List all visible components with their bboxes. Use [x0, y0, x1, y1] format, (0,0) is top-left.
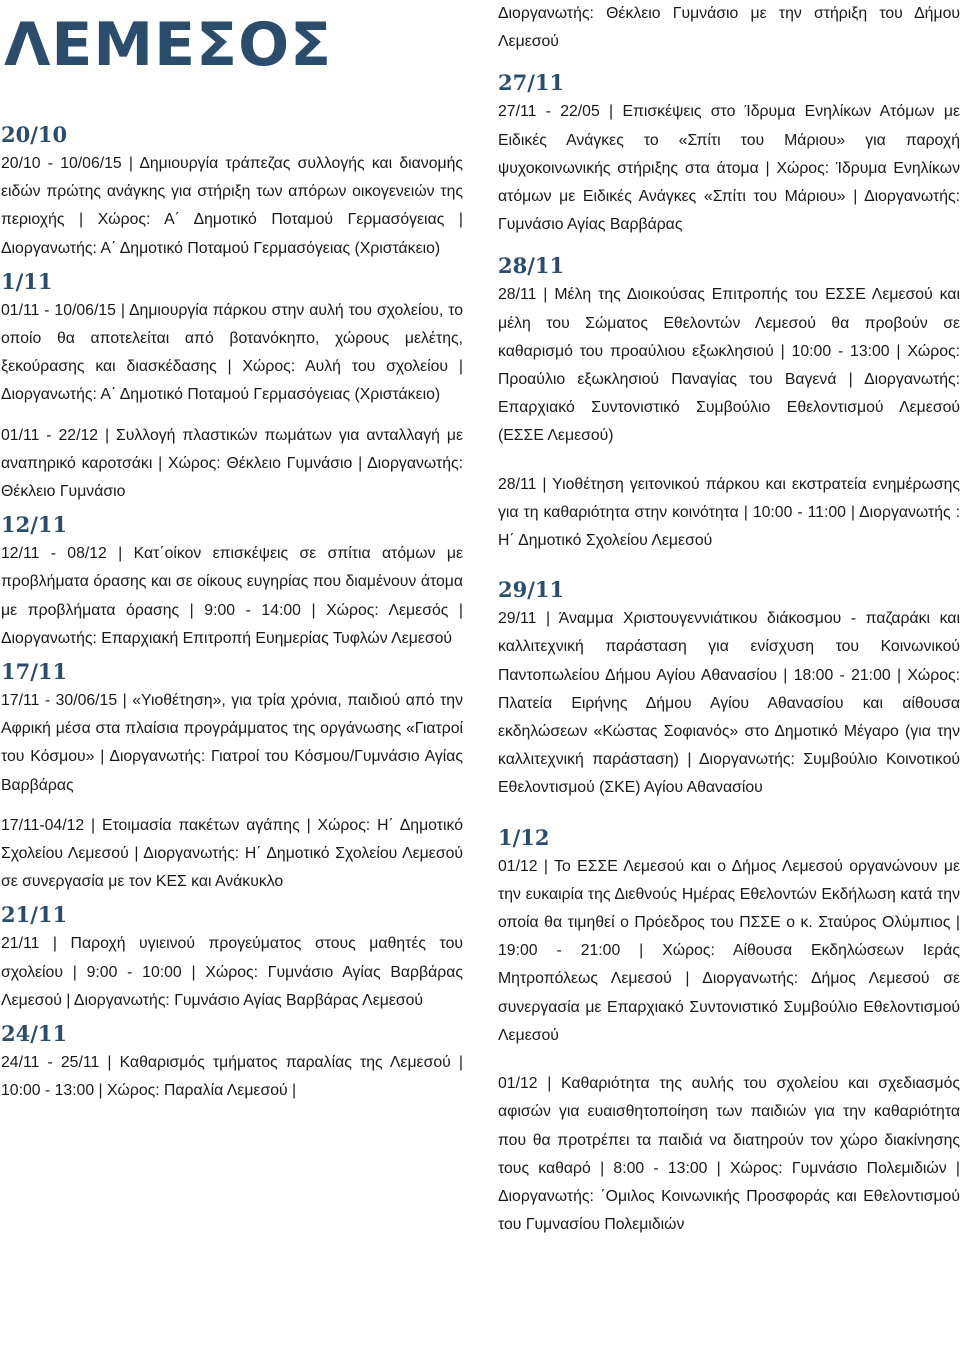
date-heading: 12/11	[1, 512, 68, 538]
event-entry-continuation: Διοργανωτής: Θέκλειο Γυμνάσιο με την στήριξη του Δήμου Λεμεσού	[498, 5, 960, 51]
date-heading: 29/11	[498, 577, 565, 603]
date-heading: 1/12	[498, 824, 550, 850]
event-entry: 20/10 - 10/06/15 | Δημιουργία τράπεζας συλλογής και διανομής ειδών πρώτης ανάγκης για στήριξη των απόρων οικογενειών της περιοχής | Χώρος: Α΄ Δημοτικό Ποταμού Γερμασόγειας | Διοργανωτής: Α΄ Δημοτικό Ποταμού Γερμασόγειας (Χριστάκειο)	[1, 155, 463, 257]
event-entry: 12/11 - 08/12 | Κατ΄οίκον επισκέψεις σε σπίτια ατόμων με προβλήματα όρασης και σε οίκους ευγηρίας που διαμένουν άτομα με προβλήματα όρασης | 9:00 - 14:00 | Χώρος: Λεμεσός | Διοργανωτής: Επαρχιακή Επιτροπή Ευημερίας Τυφλών Λεμεσού	[1, 545, 463, 647]
event-entry: 21/11 | Παροχή υγιεινού προγεύματος στους μαθητές του σχολείου | 9:00 - 10:00 | Χώρος: Γυμνάσιο Αγίας Βαρβάρας Λεμεσού | Διοργανωτής: Γυμνάσιο Αγίας Βαρβάρας Λεμεσού	[1, 935, 463, 1009]
event-entry: 24/11 - 25/11 | Καθαρισμός τμήματος παραλίας της Λεμεσού | 10:00 - 13:00 | Χώρος: Παραλία Λεμεσού |	[1, 1054, 463, 1100]
document-title: ΛΕΜΕΣΟΣ	[4, 10, 333, 80]
date-heading: 27/11	[498, 70, 565, 96]
left-column	[1, 120, 463, 1105]
date-heading: 17/11	[1, 659, 68, 685]
event-entry: 17/11 - 30/06/15 | «Υιοθέτηση», για τρία χρόνια, παιδιού από την Αφρική μέσα στα πλαίσια προγράμματος της οργάνωσης «Γιατροί του Κόσμου» | Διοργανωτής: Γιατροί του Κόσμου/Γυμνάσιο Αγίας Βαρβάρας	[1, 692, 463, 794]
date-heading: 1/11	[1, 268, 53, 294]
event-entry: 27/11 - 22/05 | Επισκέψεις στο Ίδρυμα Ενηλίκων Ατόμων με Ειδικές Ανάγκες το «Σπίτι του Μάριου» για παροχή ψυχοκοινωνικής στήριξης στα άτομα | Χώρος: Ίδρυμα Ενηλίκων ατόμων με Ειδικές Ανάγκες «Σπίτι του Μάριου» | Διοργανωτής: Γυμνάσιο Αγίας Βαρβάρας	[498, 103, 960, 234]
event-entry: 01/11 - 10/06/15 | Δημιουργία πάρκου στην αυλή του σχολείου, το οποίο θα αποτελείται από βοτανόκηπο, χώρους μελέτης, ξεκούρασης και διασκέδασης | Χώρος: Αυλή του σχολείου | Διοργανωτής: Α΄ Δημοτικό Ποταμού Γερμασόγειας (Χριστάκειο)	[1, 301, 463, 404]
date-heading: 28/11	[498, 253, 565, 279]
event-entry: 28/11 | Υιοθέτηση γειτονικού πάρκου και εκστρατεία ενημέρωσης για τη καθαριότητα στην κοινότητα | 10:00 - 11:00 | Διοργανωτής : Η΄ Δημοτικό Σχολείου Λεμεσού	[498, 475, 960, 550]
event-entry: 01/12 | Καθαριότητα της αυλής του σχολείου και σχεδιασμός αφισών για ευαισθητοποίηση των παιδιών για την καθαριότητα που θα προτρέπει τα παιδιά να διατηρούν τον χώρο διακίνησης τους καθαρό | 8:00 - 13:00 | Χώρος: Γυμνάσιο Πολεμιδιών | Διοργανωτής: ΄Ομιλος Κοινωνικής Προσφοράς και Εθελοντισμού του Γυμνασίου Πολεμιδιών	[498, 1075, 960, 1234]
right-column	[498, 0, 960, 1239]
event-entry: 01/12 | Το ΕΣΣΕ Λεμεσού και ο Δήμος Λεμεσού οργανώνουν με την ευκαιρία της Διεθνούς Ημέρας Εθελοντών Εκδήλωση κατά την οποία θα τιμηθεί ο Πρόεδρος του ΠΣΣΕ ο κ. Σταύρος Ολύμπιος | 19:00 - 21:00 | Χώρος: Αίθουσα Εκδηλώσεων Ιεράς Μητροπόλεως Λεμεσού | Διοργανωτής: Δήμος Λεμεσού σε συνεργασία με Επαρχιακό Συντονιστικό Συμβούλιο Εθελοντισμού Λεμεσού	[498, 857, 960, 1044]
event-entry: 01/11 - 22/12 | Συλλογή πλαστικών πωμάτων για ανταλλαγή με αναπηρικό καροτσάκι | Χώρος: Θέκλειο Γυμνάσιο | Διοργανωτής: Θέκλειο Γυμνάσιο	[1, 426, 463, 501]
date-heading: 20/10	[1, 122, 68, 147]
date-heading: 21/11	[1, 902, 68, 928]
date-heading: 24/11	[1, 1021, 68, 1047]
event-entry: 29/11 | Άναμμα Χριστουγεννιάτικου διάκοσμου - παζαράκι και καλλιτεχνική παράσταση για ενίσχυση του Κοινωνικού Παντοπωλείου Δήμου Αγίου Αθανασίου | 18:00 - 21:00 | Χώρος: Πλατεία Ειρήνης Δήμου Αγίου Αθανασίου και αίθουσα εκδηλώσεων «Κώστας Σοφιανός» στο Δημοτικό Μέγαρο (για την καλλιτεχνική παράσταση) | Διοργανωτής: Συμβούλιο Κοινοτικού Εθελοντισμού (ΣΚΕ) Αγίου Αθανασίου	[498, 610, 960, 797]
event-entry: 17/11-04/12 | Ετοιμασία πακέτων αγάπης | Χώρος: Η΄ Δημοτικό Σχολείου Λεμεσού | Διοργανωτής: Η΄ Δημοτικό Σχολείου Λεμεσού σε συνεργασία με τον ΚΕΣ και Ανάκυκλο	[1, 816, 463, 891]
event-entry: 28/11 | Μέλη της Διοικούσας Επιτροπής του ΕΣΣΕ Λεμεσού και μέλη του Σώματος Εθελοντών Λεμεσού θα προβούν σε καθαρισμό του προαύλιου εξωκλησιού | 10:00 - 13:00 | Χώρος: Προαύλιο εξωκλησιού Παναγίας του Βαγενά | Διοργανωτής: Επαρχιακό Συντονιστικό Συμβούλιο Εθελοντισμού Λεμεσού (ΕΣΣΕ Λεμεσού)	[498, 286, 960, 445]
